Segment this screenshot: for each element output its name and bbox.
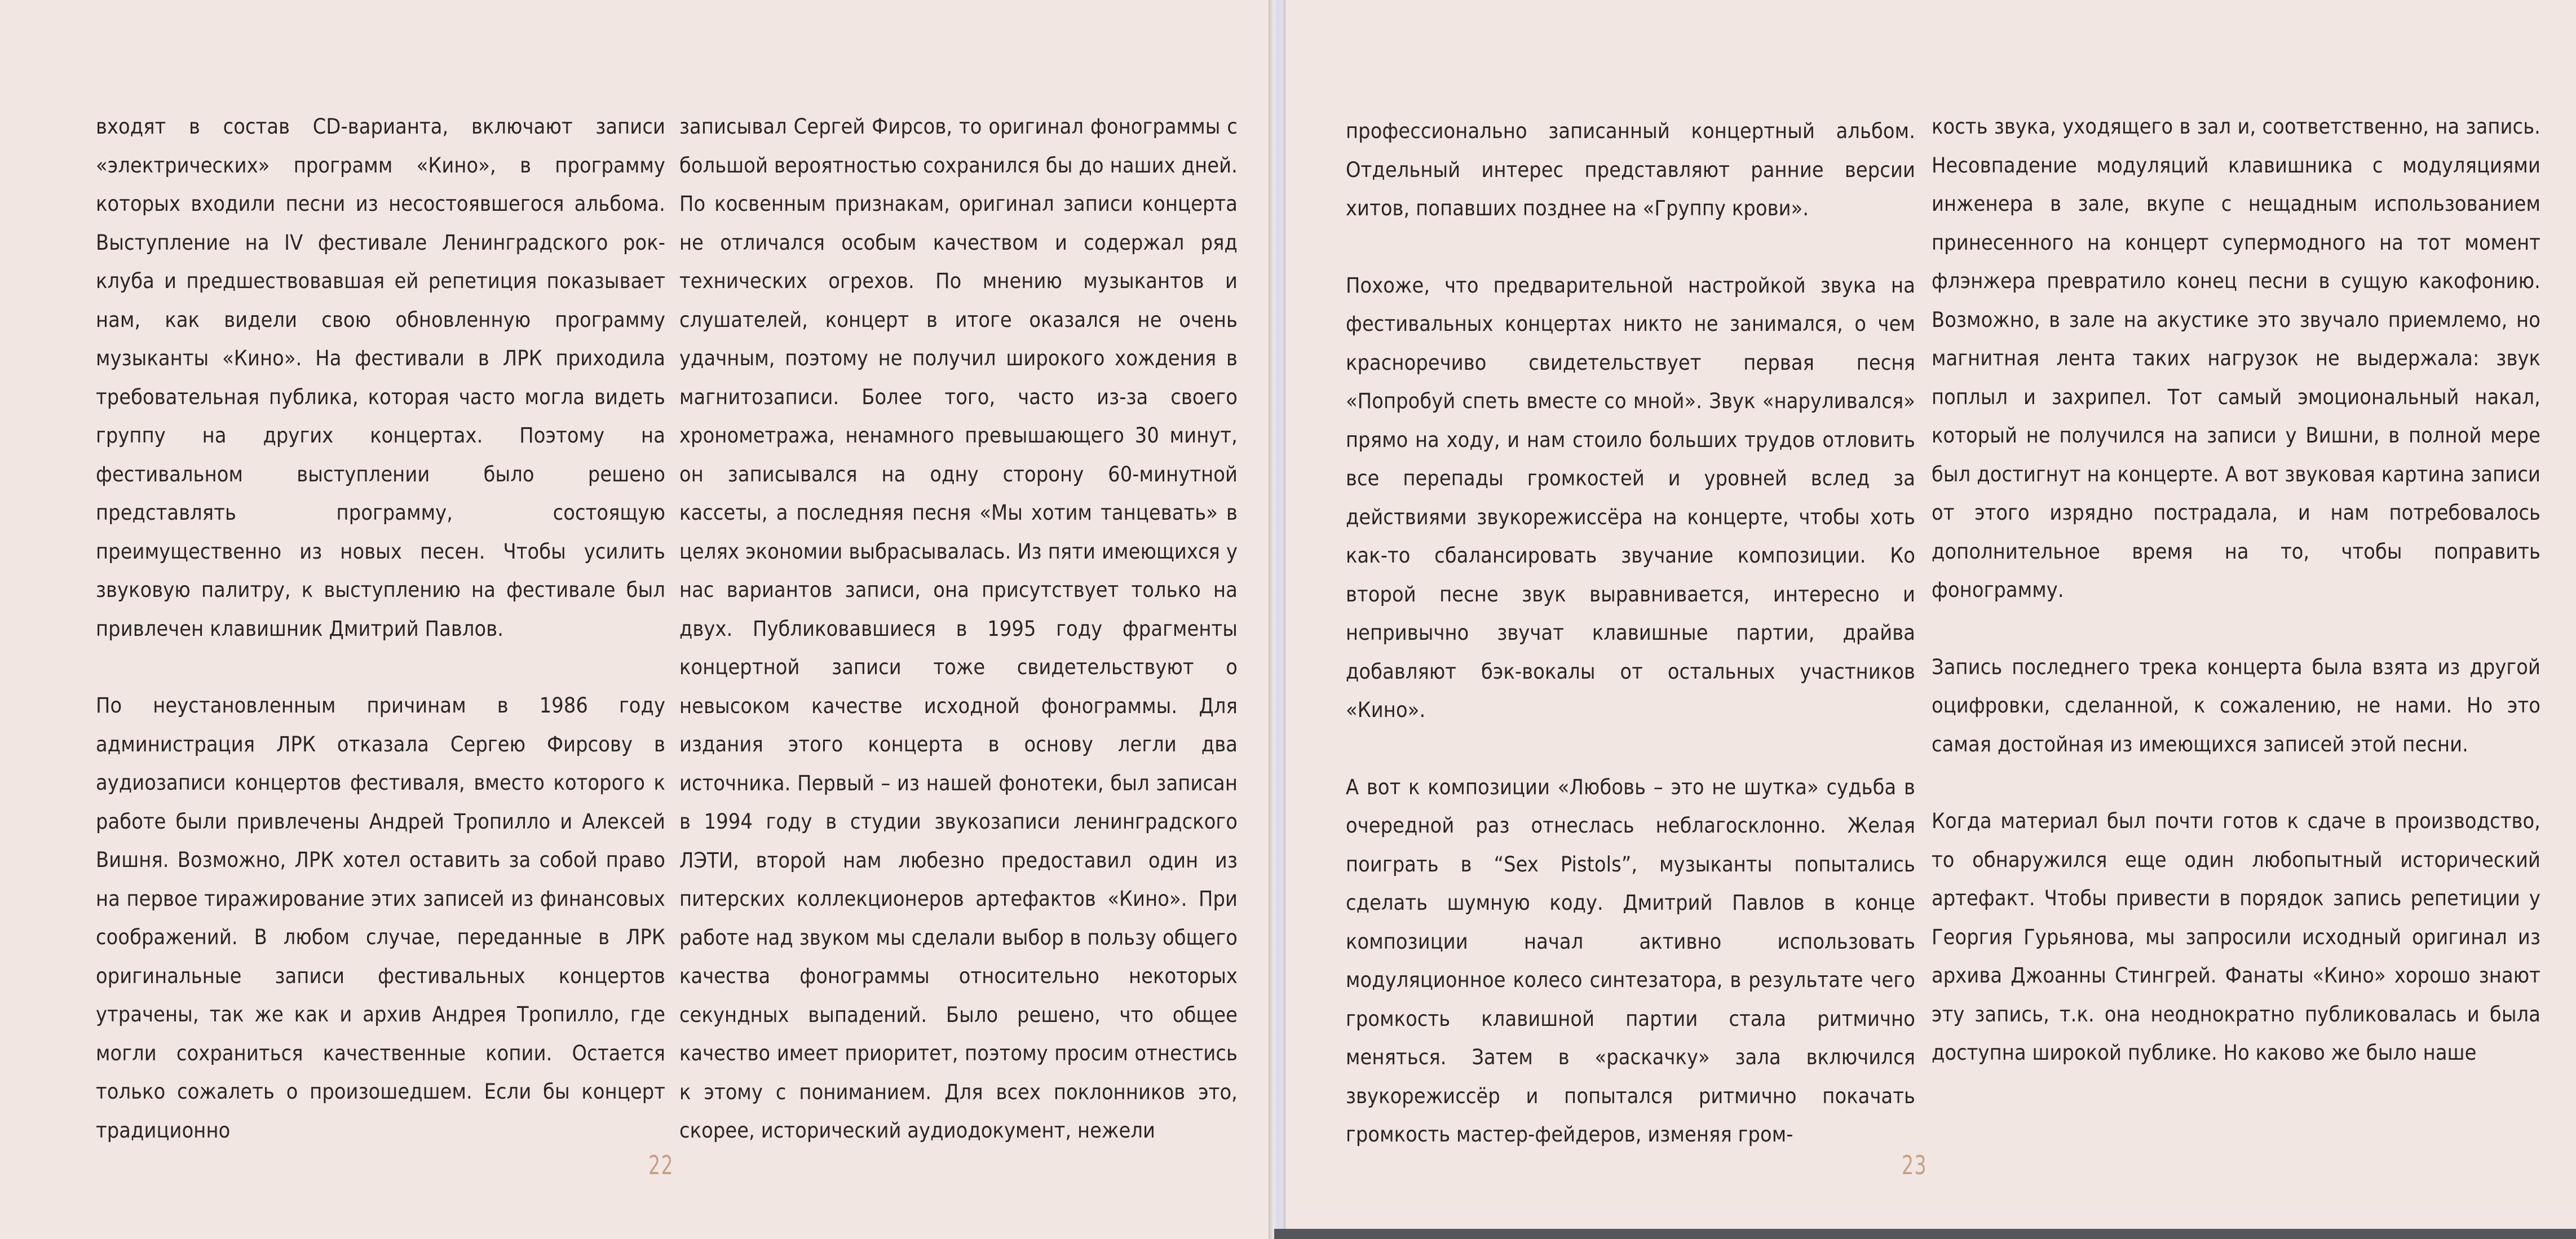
- page-number: 22: [648, 1150, 674, 1180]
- paragraph: Когда материал был почти готов к сдаче в производство, то обнаружился еще один любопытный исторический артефакт. Чтобы привести в порядок запись репетиции у Георгия Гурьянова, мы запросили исходный оригинал из архива Джоанны Стингрей. Фанаты «Кино» хорошо знают эту запись, т.к. она неоднократно публиковалась и была доступна широкой публике. Но каково же было наше: [1932, 808, 2540, 1065]
- right-page-column-1: [1346, 112, 1915, 1154]
- book-gutter: [1269, 0, 1285, 1239]
- left-page-column-1: [96, 107, 665, 1149]
- right-page: [1285, 0, 2576, 1239]
- paragraph: кость звука, уходящего в зал и, соответственно, на запись. Несовпадение модуляций клавишника с модуляциями инженера в зале, вкупе с нещадным использованием принесенного на концерт супермодного на тот момент флэнжера превратило конец песни в сущую какофонию. Возможно, в зале на акустике это звучало приемлемо, но магнитная лента таких нагрузок не выдержала: звук поплыл и захрипел. Тот самый эмоциональный накал, который не получился на записи у Вишни, в полной мере был достигнут на концерте. А вот звуковая картина записи от этого изрядно пострадала, и нам потребовалось дополнительное время на то, чтобы поправить фонограмму.: [1932, 114, 2540, 602]
- paragraph: профессионально записанный концертный альбом. Отдельный интерес представляют ранние версии хитов, попавших позднее на «Группу крови».: [1346, 118, 1915, 220]
- page-number: 23: [1902, 1150, 1928, 1180]
- paragraph: Запись последнего трека концерта была взята из другой оцифровки, сделанной, к сожалению, не нами. Но это самая достойная из имеющихся записей этой песни.: [1932, 654, 2540, 756]
- right-page-column-2: [1932, 107, 2540, 1072]
- paragraph: входят в состав CD-варианта, включают записи «электрических» программ «Кино», в программу которых входили песни из несостоявшегося альбома. Выступление на IV фестивале Ленинградского рок-клуба и предшествовавшая ей репетиция показывает нам, как видели свою обновленную программу музыканты «Кино». На фестивали в ЛРК приходила требовательная публика, которая часто могла видеть группу на других концертах. Поэтому на фестивальном выступлении было решено представлять программу, состоящую преимущественно из новых песен. Чтобы усилить звуковую палитру, к выступлению на фестивале был привлечен клавишник Дмитрий Павлов.: [96, 114, 665, 641]
- paragraph: записывал Сергей Фирсов, то оригинал фонограммы с большой вероятностью сохранился бы до наших дней. По косвенным признакам, оригинал записи концерта не отличался особым качеством и содержал ряд технических огрехов. По мнению музыкантов и слушателей, концерт в итоге оказался не очень удачным, поэтому не получил широкого хождения в магнитозаписи. Более того, часто из-за своего хронометража, ненамного превышающего 30 минут, он записывался на одну сторону 60-минутной кассеты, а последняя песня «Мы хотим танцевать» в целях экономии выбрасывалась. Из пяти имеющихся у нас вариантов записи, она присутствует только на двух. Публиковавшиеся в 1995 году фрагменты концертной записи тоже свидетельствуют о невысоком качестве исходной фонограммы. Для издания этого концерта в основу легли два источника. Первый – из нашей фонотеки, был записан в 1994 году в студии звукозаписи ленинградского ЛЭТИ, второй нам любезно предоставил один из питерских коллекционеров артефактов «Кино». При работе над звуком мы сделали выбор в пользу общего качества фонограммы относительно некоторых секундных выпадений. Было решено, что общее качество имеет приоритет, поэтому просим отнестись к этому с пониманием. Для всех поклонников это, скорее, исторический аудиодокумент, нежели: [679, 114, 1238, 1143]
- paragraph: По неустановленным причинам в 1986 году администрация ЛРК отказала Сергею Фирсову в аудиозаписи концертов фестиваля, вместо которого к работе были привлечены Андрей Тропилло и Алексей Вишня. Возможно, ЛРК хотел оставить за собой право на первое тиражирование этих записей из финансовых соображений. В любом случае, переданные в ЛРК оригинальные записи фестивальных концертов утрачены, так же как и архив Андрея Тропилло, где могли сохраниться качественные копии. Остается только сожалеть о произошедшем. Если бы концерт традиционно: [96, 693, 665, 1143]
- scan-edge-shadow: [1274, 1229, 2576, 1239]
- left-page-column-2: [679, 107, 1238, 1150]
- left-page: [0, 0, 1269, 1239]
- paragraph: Похоже, что предварительной настройкой звука на фестивальных концертах никто не занимался, о чем красноречиво свидетельствует первая песня «Попробуй спеть вместе со мной». Звук «наруливался» прямо на ходу, и нам стоило больших трудов отловить все перепады громкостей и уровней вслед за действиями звукорежиссёра на концерте, чтобы хоть как-то сбалансировать звучание композиции. Ко второй песне звук выравнивается, интересно и непривычно звучат клавишные партии, драйва добавляют бэк-вокалы от остальных участников «Кино».: [1346, 272, 1915, 722]
- paragraph: А вот к композиции «Любовь – это не шутка» судьба в очередной раз отнеслась неблагосклонно. Желая поиграть в “Sex Pistols”, музыканты попытались сделать шумную коду. Дмитрий Павлов в конце композиции начал активно использовать модуляционное колесо синтезатора, в результате чего громкость клавишной партии стала ритмично меняться. Затем в «раскачку» зала включился звукорежиссёр и попытался ритмично покачать громкость мастер-фейдеров, изменяя гром-: [1346, 774, 1915, 1147]
